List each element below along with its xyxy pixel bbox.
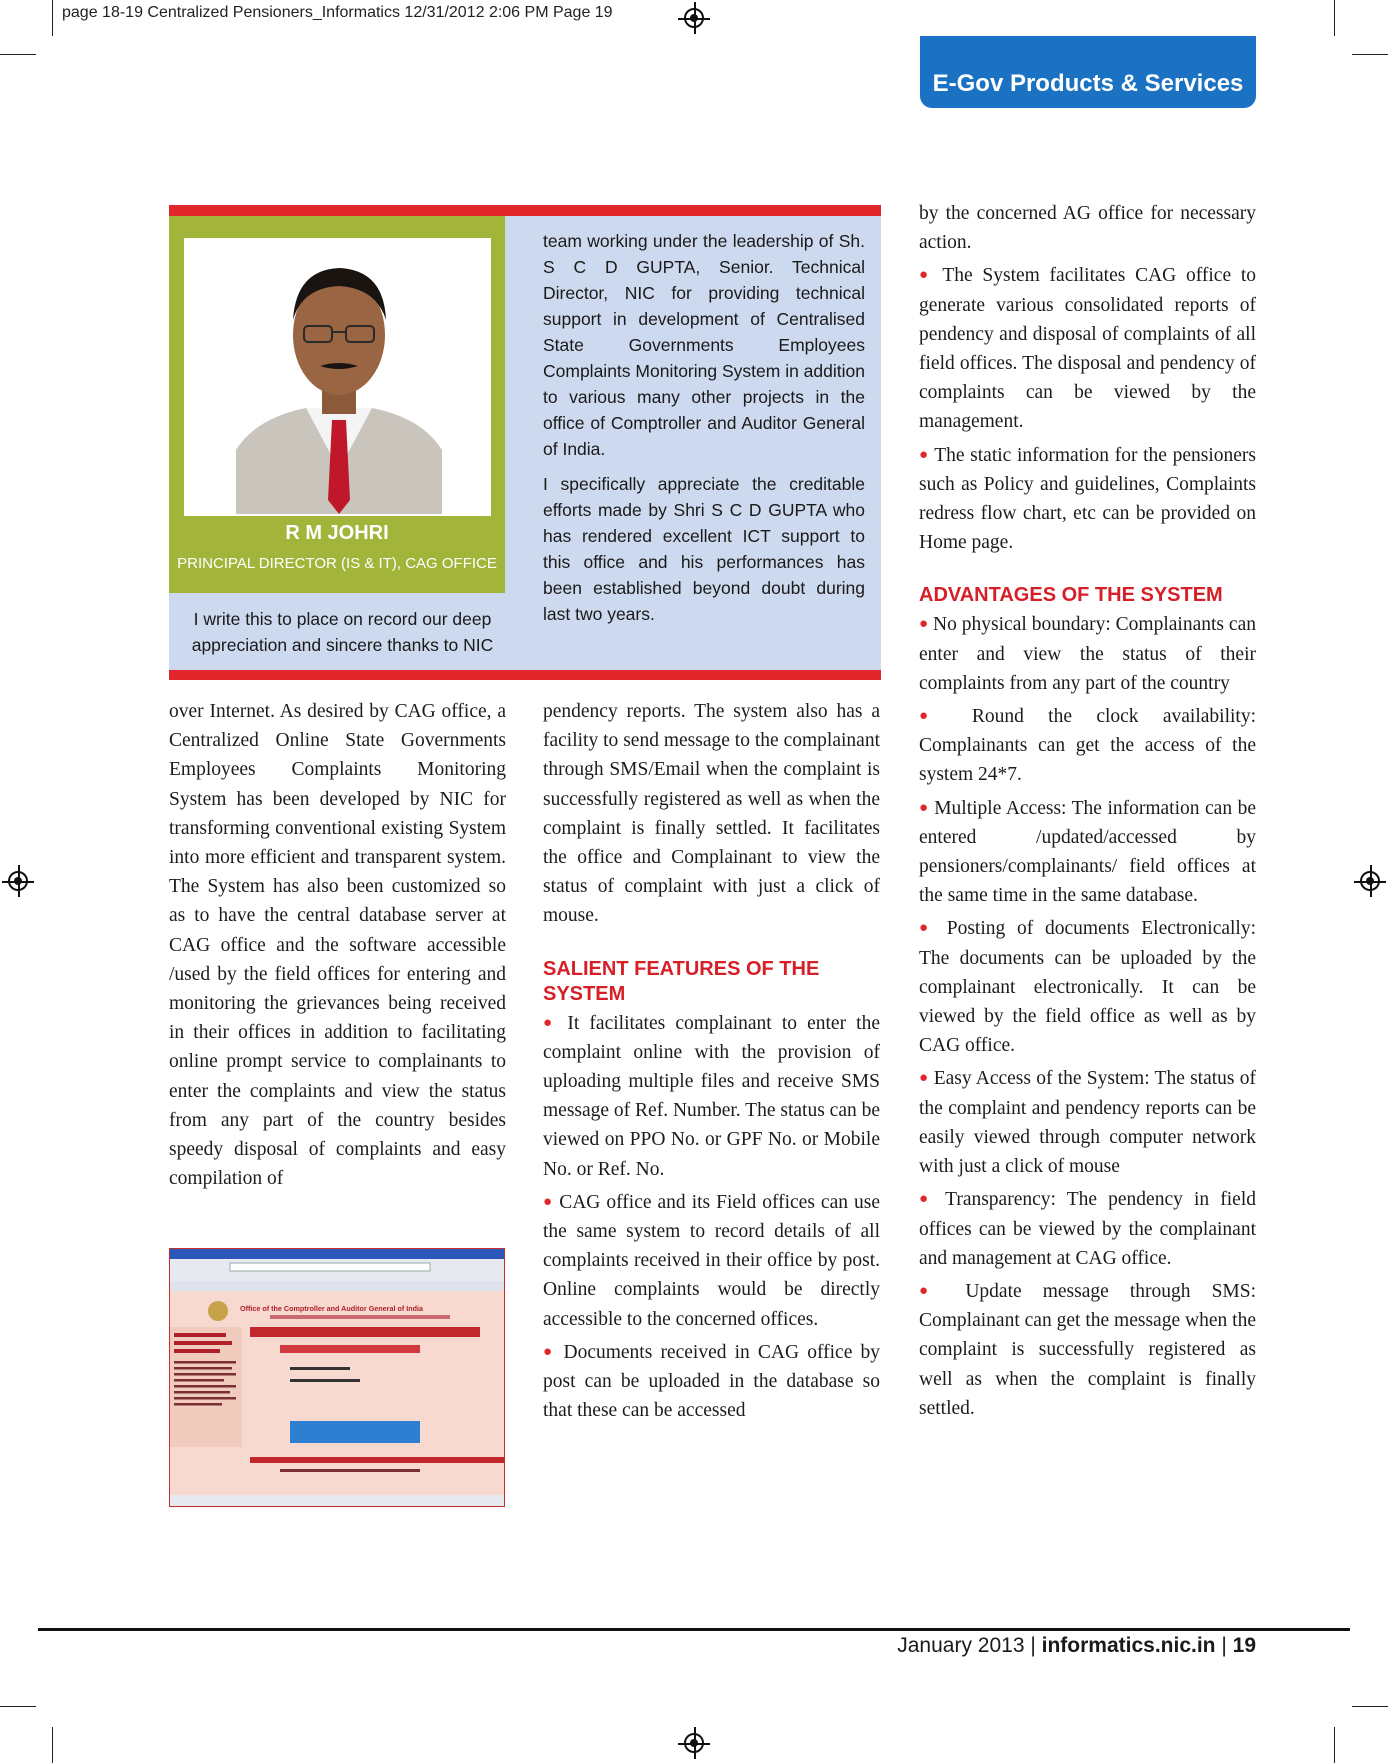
article-column-1 (169, 697, 506, 1197)
bullet-item: ● Update message through SMS: Complainant can get the message when the complaint is successfully registered as well as when the complaint is finally settled. (919, 1280, 1257, 1419)
article-column-3 (919, 199, 1256, 1427)
crop-mark (1352, 1706, 1388, 1707)
quote-text: I write this to place on record our deep appreciation and sincere thanks to NIC (191, 609, 494, 655)
section-heading: ADVANTAGES OF THE SYSTEM (919, 584, 1223, 607)
bullet-item: ● Posting of documents Electronically: The documents can be uploaded by the complainant electronically. It can be viewed by the field office as well as by CAG office. (919, 918, 1257, 1057)
crop-mark (1334, 1727, 1335, 1763)
crop-mark (0, 54, 36, 55)
crop-mark (0, 1706, 36, 1707)
bullet-icon: ● (919, 616, 929, 633)
registration-mark-icon (684, 8, 704, 28)
registration-mark-icon (1360, 871, 1380, 891)
crop-mark (1334, 0, 1335, 36)
screenshot-heading: Office of the Comptroller and Auditor General of India (240, 1304, 424, 1313)
article-column-2 (543, 697, 880, 1429)
crop-mark (52, 1727, 53, 1763)
bullet-item: ● The System facilitates CAG office to generate various consolidated reports of pendency and disposal of complaints of all field offices. The disposal and pendency of complaints can be viewed by the management. (919, 265, 1257, 433)
bullet-icon: ● (919, 1282, 945, 1299)
section-heading: SALIENT FEATURES OF THE SYSTEM (543, 957, 820, 1005)
portrait-photo (236, 240, 442, 514)
footer-rule (38, 1628, 1350, 1631)
bullet-item: ● Documents received in CAG office by post can be uploaded in the database so that these can be accessed (543, 1341, 880, 1422)
page-footer: January 2013 | informatics.nic.in | 19 (897, 1634, 1256, 1657)
quote-paragraph: team working under the leadership of Sh. S C D GUPTA, Senior. Technical Director, NIC for providing technical support in development of Centralised State Governments Employees Complaints Monitoring System in addition to various many other projects in the office of Comptroller and Auditor General of India. (543, 231, 865, 459)
bullet-icon: ● (919, 1070, 929, 1087)
registration-mark-icon (8, 871, 28, 891)
bullet-item: ● CAG office and its Field offices can use the same system to record details of all complaints received in their office by post. Online complaints would be directly accessible to the concerned offices. (543, 1191, 880, 1330)
bullet-icon: ● (919, 799, 929, 816)
bullet-item: ● Round the clock availability: Complainants can get the access of the system 24*7. (919, 706, 1257, 786)
bullet-item: ● It facilitates complainant to enter the complaint online with the provision of uploading multiple files and receive SMS message of Ref. Number. The status can be viewed on PPO No. or GPF No. or Mobile No. or Ref. No. (543, 1012, 881, 1180)
bullet-icon: ● (543, 1343, 556, 1360)
red-rule-top (169, 205, 881, 216)
crop-mark (52, 0, 53, 36)
bullet-icon: ● (543, 1193, 554, 1210)
footer-site[interactable]: informatics.nic.in (1041, 1634, 1216, 1657)
bullet-item: ● The static information for the pensioners such as Policy and guidelines, Complaints redress flow chart, etc can be provided on Home page. (919, 444, 1257, 554)
bullet-icon: ● (919, 267, 933, 284)
body-paragraph: pendency reports. The system also has a facility to send message to the complainant through SMS/Email when the complaint is successfully registered as well as when the complaint is finally settled. It facilitates the office and Complainant to view the status of complaint with just a click of mouse. (543, 701, 880, 927)
bullet-item: ● Transparency: The pendency in field offices can be viewed by the complainant and management at CAG office. (919, 1189, 1257, 1269)
bullet-icon: ● (919, 920, 935, 937)
bullet-icon: ● (543, 1014, 558, 1031)
screenshot-illustration (170, 1249, 504, 1506)
profile-designation: PRINCIPAL DIRECTOR (IS & IT), CAG OFFICE (177, 555, 497, 572)
registration-mark-icon (684, 1733, 704, 1753)
bullet-item: ● No physical boundary: Complainants can enter and view the status of their complaints from any part of the country (919, 614, 1256, 694)
quote-paragraph: I specifically appreciate the creditable efforts made by Shri S C D GUPTA who has rendered excellent ICT support to this office and his performances has been established beyond doubt during last two years. (543, 474, 865, 624)
crop-mark (1352, 54, 1388, 55)
bullet-icon: ● (919, 1191, 935, 1208)
bullet-item: ● Multiple Access: The information can be entered /updated/accessed by pensioners/complainants/ field offices at the same time in the same database. (919, 797, 1256, 907)
bullet-item: ● Easy Access of the System: The status of the complaint and pendency reports can be easily viewed through computer network with just a click of mouse (919, 1068, 1257, 1178)
body-paragraph: over Internet. As desired by CAG office, a Centralized Online State Governments Employees Complaints Monitoring System has been developed by NIC for transforming conventional existing System into more efficient and transparent system. The System has also been customized so as to have the central database server at CAG office and the software accessible /used by the field offices for entering and monitoring the grievances being received in their offices in addition to facilitating online prompt service to complainants to enter the complaints and view the status from any part of the country besides speedy disposal of complaints and easy compilation of (169, 701, 506, 1190)
red-rule-bottom (169, 670, 881, 680)
website-screenshot (169, 1248, 505, 1507)
page-number: 19 (1232, 1634, 1256, 1657)
profile-name: R M JOHRI (285, 522, 389, 544)
bullet-icon: ● (919, 446, 929, 463)
section-tab: E-Gov Products & Services (920, 36, 1256, 108)
quote-continued (543, 228, 865, 636)
body-paragraph: by the concerned AG office for necessary action. (919, 203, 1256, 254)
footer-date: January 2013 (897, 1634, 1025, 1657)
bullet-icon: ● (919, 708, 948, 725)
print-slug: page 18-19 Centralized Pensioners_Informatics 12/31/2012 2:06 PM Page 19 (62, 4, 613, 21)
